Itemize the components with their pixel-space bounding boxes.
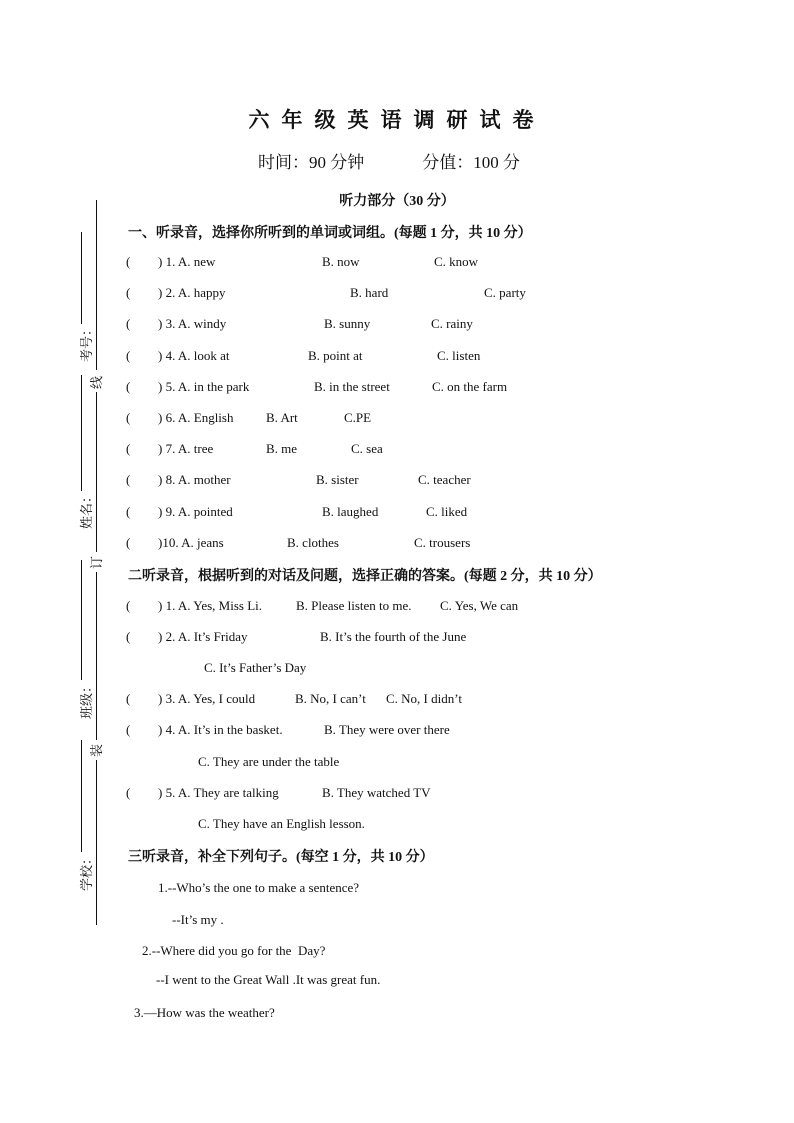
option-a: ) 8. A. mother [158, 472, 231, 488]
margin-label-xuexiao: 学校： [79, 851, 95, 892]
margin-mark-zhuang: 装 [89, 743, 105, 758]
sentence-3-question: 3.—How was the weather ? [134, 1005, 275, 1020]
sentence-2-answer: --I went to the Great Wall .It was great fun. [156, 972, 381, 987]
sentence-1-question: 1.--Who’s the one to make a sentence? [158, 880, 360, 895]
score-label: 分值：100 分 [422, 153, 520, 172]
option-a: ) 2. A. happy [158, 285, 226, 301]
binding-line [96, 760, 97, 925]
paren-open: ( [126, 472, 131, 488]
paren-open: ( [126, 410, 131, 425]
option-c: C. trousers [414, 534, 471, 550]
margin-mark-ding: 订 [89, 555, 105, 570]
part2-heading: 二听录音，根据听到的对话及问题，选择正确的答案。(每题 2 分，共 10 分） [128, 569, 602, 584]
xuexiao-blank [81, 740, 82, 852]
option-c: C. They have an English lesson. [198, 816, 365, 831]
margin-label-banji: 班级： [79, 679, 95, 720]
paren-open: ( [126, 534, 131, 550]
option-a: )10. A. jeans [158, 534, 224, 550]
option-b: B. No, I can’t [295, 691, 366, 706]
option-c: C. know [434, 254, 479, 269]
xingming-blank [81, 375, 82, 491]
paren-open: ( [126, 503, 131, 519]
option-a: ) 3. A. windy [158, 316, 227, 332]
option-c: C. liked [426, 503, 468, 519]
paren-open: ( [126, 629, 131, 644]
paren-open: ( [126, 691, 131, 706]
option-c: C. It’s Father’s Day [204, 660, 307, 675]
paren-open: ( [126, 347, 131, 363]
option-b: B. laughed [322, 503, 379, 519]
option-c: C. teacher [418, 472, 471, 488]
paren-open: ( [126, 378, 131, 394]
option-b: B. in the street [314, 378, 390, 394]
margin-label-xingming: 姓名： [79, 489, 95, 530]
option-a: ) 4. A. It’s in the basket. [158, 722, 283, 737]
binding-line [96, 392, 97, 552]
binding-line [96, 572, 97, 740]
option-b: B. clothes [287, 534, 339, 550]
option-b: B. sister [316, 472, 359, 488]
option-c: C. on the farm [432, 378, 508, 394]
binding-line [96, 200, 97, 370]
paren-open: ( [126, 285, 131, 301]
banji-blank [81, 560, 82, 680]
option-a: ) 7. A. tree [158, 441, 214, 457]
option-c: C. sea [351, 441, 383, 457]
option-a: ) 6. A. English [158, 410, 234, 425]
paren-open: ( [126, 316, 131, 332]
option-c: C. rainy [431, 316, 473, 332]
sentence-2-question: 2.--Where did you go for the Day ? [142, 943, 326, 958]
option-a: ) 1. A. Yes, Miss Li. [158, 598, 263, 613]
option-a: ) 5. A. They are talking [158, 785, 279, 800]
margin-mark-xian: 线 [89, 375, 105, 390]
option-a: ) 4. A. look at [158, 347, 230, 363]
option-a: ) 1. A. new [158, 254, 216, 269]
option-b: B. point at [308, 347, 363, 363]
part3-heading: 三听录音，补全下列句子。(每空 1 分，共 10 分） [128, 850, 434, 865]
option-c: C. No, I didn’t [386, 691, 462, 706]
paren-open: ( [126, 254, 131, 269]
exam-title: 六年级英语调研试卷 [248, 108, 546, 132]
sentence-1-answer: --It’s my . [172, 912, 224, 927]
option-a: ) 9. A. pointed [158, 503, 233, 519]
option-a: ) 2. A. It’s Friday [158, 629, 248, 644]
kaohao-blank [81, 232, 82, 324]
option-c: C.PE [344, 410, 372, 425]
time-label: 时间：90 分钟 [258, 153, 365, 172]
paren-open: ( [126, 441, 131, 457]
section-title: 听力部分（30 分） [339, 194, 455, 209]
paren-open: ( [126, 722, 131, 737]
option-b: B. Please listen to me. [296, 598, 412, 613]
paren-open: ( [126, 785, 131, 800]
option-a: ) 5. A. in the park [158, 378, 250, 394]
option-a: ) 3. A. Yes, I could [158, 691, 256, 706]
option-b: B. They were over there [324, 722, 450, 737]
part1-heading: 一、听录音，选择你所听到的单词或词组。(每题 1 分，共 10 分） [128, 226, 532, 241]
option-b: B. They watched TV [322, 785, 431, 800]
option-c: C. party [484, 285, 526, 301]
option-b: B. hard [350, 285, 389, 301]
option-b: B. now [322, 254, 360, 269]
option-b: B. sunny [324, 316, 371, 332]
option-c: C. listen [437, 347, 481, 363]
option-b: B. Art [266, 410, 298, 425]
option-b: B. me [266, 441, 298, 457]
exam-info [258, 148, 520, 173]
option-c: C. Yes, We can [440, 598, 519, 613]
option-b: B. It’s the fourth of the June [320, 629, 467, 644]
paren-open: ( [126, 598, 131, 613]
option-c: C. They are under the table [198, 754, 340, 769]
margin-label-kaohao: 考号： [79, 322, 95, 363]
